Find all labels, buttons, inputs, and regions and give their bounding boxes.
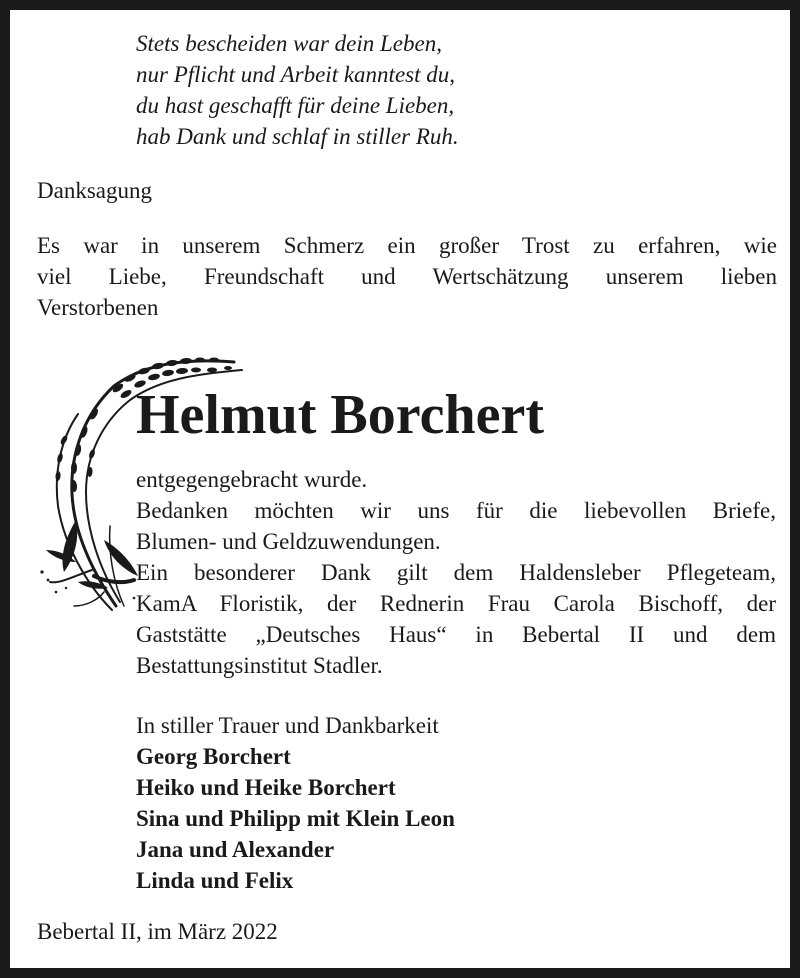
body-line: Bedanken möchten wir uns für die liebevollen Briefe, (136, 498, 776, 523)
mourner-name: Sina und Philipp mit Klein Leon (136, 806, 455, 831)
mourners-block (136, 710, 455, 896)
body-line: Bestattungsinstitut Stadler. (136, 653, 383, 678)
mourner-name: Georg Borchert (136, 744, 291, 769)
thanks-paragraph (136, 464, 776, 681)
body-line: entgegengebracht wurde. (136, 467, 368, 492)
body-line: Gaststätte „Deutsches Haus“ in Bebertal II und dem (136, 622, 776, 647)
body-line: Ein besonderer Dank gilt dem Haldensleber Pflegeteam, (136, 560, 776, 585)
body-line: Blumen- und Geldzuwendungen. (136, 529, 441, 554)
mourner-name: Linda und Felix (136, 868, 294, 893)
place-and-date: Bebertal II, im März 2022 (37, 919, 278, 944)
poem-line: du hast geschafft für deine Lieben, (136, 93, 455, 118)
deceased-name: Helmut Borchert (136, 384, 544, 446)
intro-line: Es war in unserem Schmerz ein großer Trost zu erfahren, wie (37, 233, 777, 258)
mourning-intro: In stiller Trauer und Dankbarkeit (136, 713, 439, 738)
intro-line: viel Liebe, Freundschaft und Wertschätzung unserem lieben (37, 264, 777, 289)
thanks-heading: Danksagung (37, 178, 152, 203)
body-line: KamA Floristik, der Rednerin Frau Carola Bischoff, der (136, 591, 776, 616)
poem-line: hab Dank und schlaf in stiller Ruh. (136, 124, 459, 149)
mourner-name: Heiko und Heike Borchert (136, 775, 396, 800)
poem-line: nur Pflicht und Arbeit kanntest du, (136, 62, 455, 87)
poem-line: Stets bescheiden war dein Leben, (136, 31, 442, 56)
mourner-name: Jana und Alexander (136, 837, 335, 862)
intro-line: Verstorbenen (37, 295, 159, 320)
memorial-poem (136, 28, 736, 152)
intro-paragraph (37, 230, 777, 323)
